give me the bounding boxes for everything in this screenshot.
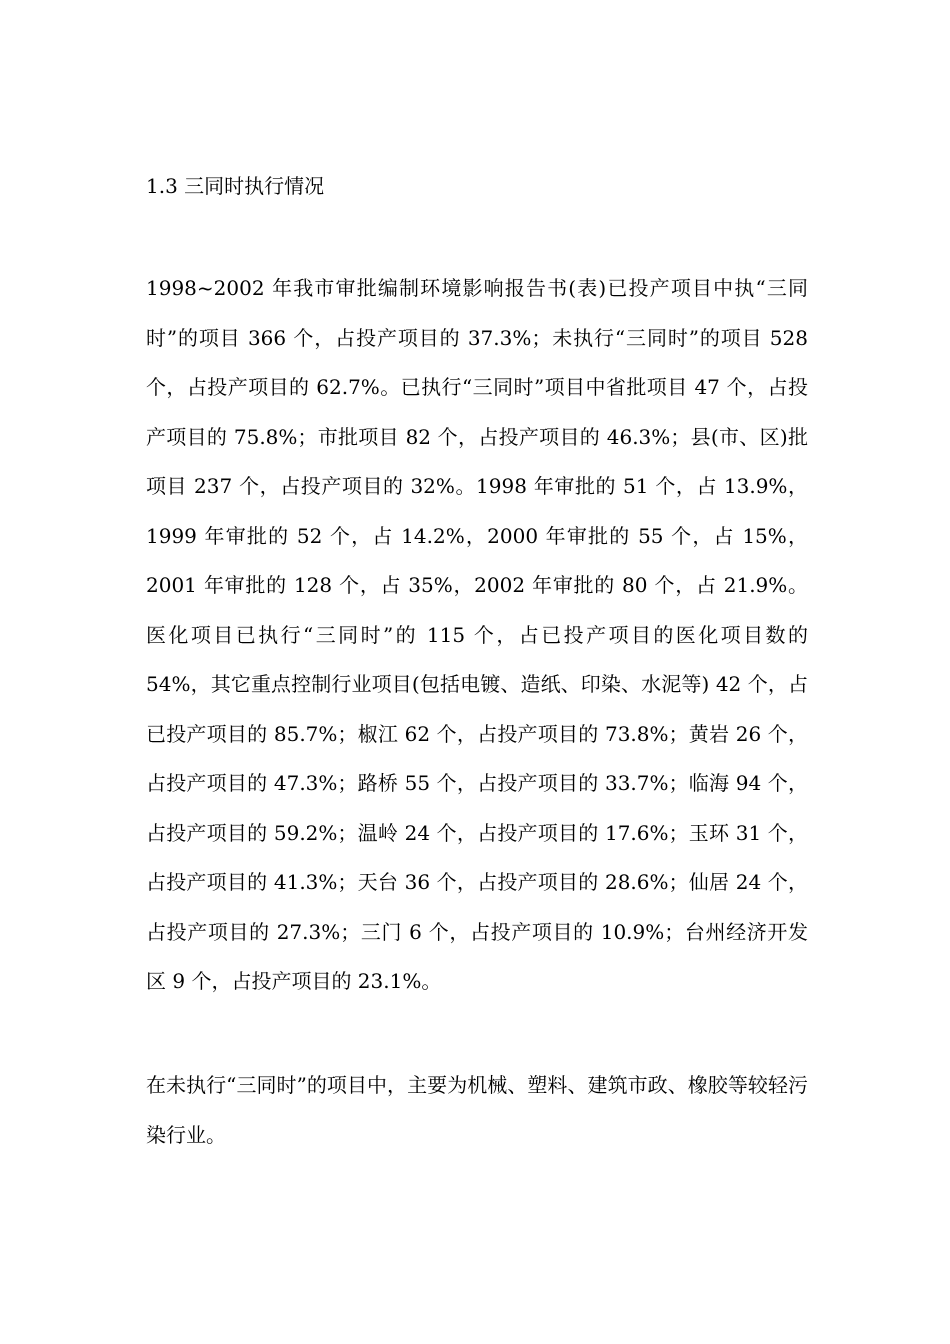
paragraph-three-simultaneous-stats: 1998~2002 年我市审批编制环境影响报告书(表)已投产项目中执“三同时”的项目 366 个，占投产项目的 37.3%；未执行“三同时”的项目 528 个，占投产项目的 62.7%。已执行“三同时”项目中省批项目 47 个，占投产项目的 75.8%；市批项目 82 个，占投产项目的 46.3%；县(市、区)批项目 237 个，占投产项目的 32%。1998 年审批的 51 个，占 13.9%，1999 年审批的 52 个，占 14.2%，2000 年审批的 55 个，占 15%，2001 年审批的 128 个，占 35%，2002 年审批的 80 个，占 21.9%。医化项目已执行“三同时”的 115 个，占已投产项目的医化项目数的 54%，其它重点控制行业项目(包括电镀、造纸、印染、水泥等) 42 个，占已投产项目的 85.7%；椒江 62 个，占投产项目的 73.8%；黄岩 26 个，占投产项目的 47.3%；路桥 55 个，占投产项目的 33.7%；临海 94 个，占投产项目的 59.2%；温岭 24 个，占投产项目的 17.6%；玉环 31 个，占投产项目的 41.3%；天台 36 个，占投产项目的 28.6%；仙居 24 个，占投产项目的 27.3%；三门 6 个，占投产项目的 10.9%；台州经济开发区 9 个，占投产项目的 23.1%。 bbox=[146, 276, 808, 993]
paragraph-non-executed-summary: 在未执行“三同时”的项目中，主要为机械、塑料、建筑市政、橡胶等较轻污染行业。 bbox=[146, 1073, 808, 1147]
section-heading: 1.3 三同时执行情况 bbox=[146, 174, 325, 198]
